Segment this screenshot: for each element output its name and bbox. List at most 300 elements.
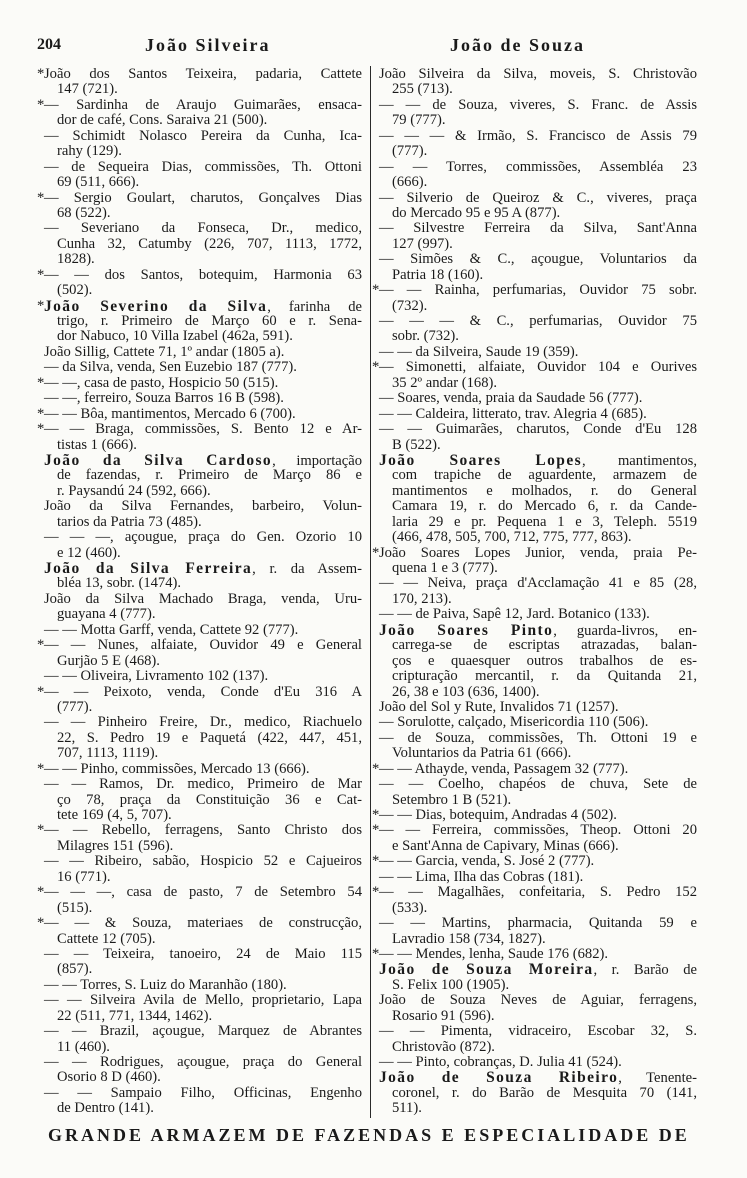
directory-entry xyxy=(37,421,362,453)
entry-line xyxy=(44,144,362,159)
directory-entry xyxy=(44,160,362,191)
entry-text: Gurjão 5 E (468). xyxy=(57,652,160,669)
directory-entry xyxy=(44,453,362,499)
entry-line xyxy=(44,113,362,128)
entry-text: — — Bôa, mantimentos, Mercado 6 (700). xyxy=(44,405,296,422)
entry-text: 16 (771). xyxy=(57,868,111,885)
entry-text: B (522). xyxy=(392,436,441,453)
entry-line xyxy=(372,282,697,299)
directory-entry xyxy=(37,637,362,669)
directory-entry xyxy=(44,1024,362,1055)
entry-line xyxy=(372,884,697,901)
entry-line xyxy=(379,438,697,453)
entry-line xyxy=(379,715,697,730)
entry-text: ços e quaesquer outros trabalhos de es- xyxy=(392,652,697,669)
entry-line xyxy=(44,669,362,684)
entry-line xyxy=(379,329,697,344)
entry-mark: * xyxy=(37,189,45,206)
entry-text: 11 (460). xyxy=(57,1038,110,1055)
directory-entry xyxy=(379,160,697,191)
entry-name: João de Souza Moreira xyxy=(379,961,594,979)
entry-text: — de Sequeira Dias, commissões, Th. Ottoni xyxy=(44,158,362,175)
entry-line xyxy=(37,760,362,777)
directory-entry xyxy=(379,345,697,360)
directory-entry xyxy=(44,715,362,761)
entry-line xyxy=(44,499,362,514)
entry-line xyxy=(44,283,362,298)
entry-line xyxy=(372,853,697,870)
directory-entry xyxy=(379,1055,697,1070)
entry-text: João da Silva Machado Braga, venda, Uru- xyxy=(44,590,362,607)
column-rule xyxy=(370,66,371,1118)
entry-text: — — —, açougue, praça do Gen. Ozorio 10 xyxy=(44,529,362,546)
entry-text: — — Ribeiro, sabão, Hospicio 52 e Cajueiros xyxy=(44,853,362,870)
entry-line xyxy=(379,1055,697,1070)
entry-line xyxy=(379,1086,697,1101)
entry-text: quena 1 e 3 (777). xyxy=(392,560,498,576)
entry-text: com trapiche de aguardente, armazem de xyxy=(392,467,697,484)
entry-line xyxy=(44,947,362,962)
directory-entry xyxy=(37,66,362,98)
entry-text: — — Rainha, perfumarias, Ouvidor 75 sobr. xyxy=(379,282,697,299)
entry-name: João da Silva Cardoso xyxy=(44,451,273,469)
directory-entry xyxy=(379,576,697,607)
entry-line xyxy=(37,421,362,438)
entry-line xyxy=(44,607,362,622)
directory-entry xyxy=(37,297,363,345)
directory-entry xyxy=(372,544,697,577)
entry-line xyxy=(379,1101,697,1116)
entry-line xyxy=(44,978,362,993)
entry-text: sobr. (732). xyxy=(392,328,459,345)
entry-text: ço 78, praça da Constituição 36 e Cat- xyxy=(57,791,362,808)
entry-text: bléa 13, sobr. (1474). xyxy=(57,575,182,592)
entry-line xyxy=(379,499,697,514)
entry-text: 22, S. Pedro 19 e Paquetá (422, 447, 451, xyxy=(57,729,362,746)
entry-line xyxy=(44,1086,362,1101)
entry-text: (533). xyxy=(392,899,428,916)
directory-entry xyxy=(379,67,697,98)
entry-text: — — —, casa de pasto, 7 de Setembro 54 xyxy=(44,884,362,901)
entry-text: (666). xyxy=(392,174,428,191)
entry-line xyxy=(379,1040,697,1055)
entry-line xyxy=(379,962,697,977)
entry-mark: * xyxy=(372,853,380,870)
entry-text: — — Rebello, ferragens, Santo Christo dos xyxy=(44,822,362,839)
entry-text: João Sillig, Cattete 71, 1º andar (1805 a). xyxy=(44,343,285,360)
directory-entry xyxy=(44,777,362,823)
entry-line xyxy=(44,715,362,730)
entry-text: 26, 38 e 103 (636, 1400). xyxy=(392,683,540,700)
entry-text: (857). xyxy=(57,961,93,978)
entry-line xyxy=(44,237,362,252)
entry-mark: * xyxy=(37,683,45,700)
entry-line xyxy=(37,297,363,315)
entry-text: — — dos Santos, botequim, Harmonia 63 xyxy=(44,266,362,283)
entry-line xyxy=(44,576,362,591)
directory-entry xyxy=(372,807,697,823)
entry-mark: * xyxy=(37,266,45,283)
entry-line xyxy=(44,438,362,453)
entry-name: João de Souza Ribeiro xyxy=(379,1069,619,1087)
entry-mark: * xyxy=(372,282,380,299)
entry-text: tete 169 (4, 5, 707). xyxy=(57,807,172,823)
entry-text: — — — & C., perfumarias, Ouvidor 75 xyxy=(379,313,697,329)
entry-line xyxy=(379,345,697,360)
entry-line xyxy=(379,623,697,638)
directory-entry xyxy=(44,854,362,885)
entry-text: tarios da Patria 73 (485). xyxy=(57,513,202,530)
entry-text: mantimentos e molhados, r. do General xyxy=(392,482,697,499)
directory-entry xyxy=(44,1086,362,1117)
entry-mark: * xyxy=(37,884,45,901)
entry-text: 22 (511, 771, 1344, 1462). xyxy=(57,1007,213,1024)
entry-line xyxy=(379,237,697,252)
directory-entry xyxy=(44,592,362,623)
entry-text: Rosario 91 (596). xyxy=(392,1007,495,1024)
entry-line xyxy=(379,638,697,653)
entry-text: — Schimidt Nolasco Pereira da Cunha, Ica- xyxy=(44,127,362,144)
entry-line xyxy=(44,329,362,344)
entry-text: 35 2º andar (168). xyxy=(392,374,498,391)
directory-entry xyxy=(44,947,362,978)
entry-text: , r. da Assem- xyxy=(252,561,362,577)
entry-text: 147 (721). xyxy=(57,81,118,98)
directory-entry xyxy=(379,1070,697,1116)
entry-name: João da Silva Ferreira xyxy=(44,560,253,577)
entry-text: — — Braga, commissões, S. Bento 12 e Ar- xyxy=(44,421,362,438)
entry-line xyxy=(379,206,697,221)
entry-text: — — Silveira Avila de Mello, proprietario, Lapa xyxy=(44,992,362,1009)
entry-text: — — Caldeira, litterato, trav. Alegria 4 (685). xyxy=(379,405,647,422)
entry-line xyxy=(379,530,697,545)
entry-text: de Dentro (141). xyxy=(57,1100,154,1117)
entry-line xyxy=(44,1009,362,1024)
entry-line xyxy=(44,453,362,468)
entry-text: dor de café, Cons. Saraiva 21 (500). xyxy=(57,112,268,129)
entry-mark: * xyxy=(372,945,380,962)
entry-line xyxy=(44,391,362,406)
entry-line xyxy=(44,484,362,499)
entry-line xyxy=(44,1070,362,1085)
entry-line xyxy=(379,144,697,159)
entry-text: — — da Silveira, Saude 19 (359). xyxy=(379,343,579,360)
entry-text: — Sorulotte, calçado, Misericordia 110 (506). xyxy=(379,714,649,731)
entry-text: Lavradio 158 (734, 1827). xyxy=(392,930,546,947)
entry-text: — — Neiva, praça d'Acclamação 41 e 85 (28, xyxy=(379,575,697,592)
directory-entry xyxy=(44,345,362,360)
entry-text: — da Silva, venda, Sen Euzebio 187 (777). xyxy=(44,359,297,376)
entry-line xyxy=(379,129,697,144)
entry-text: — — Motta Garff, venda, Cattete 92 (777). xyxy=(44,621,299,638)
entry-line xyxy=(44,360,362,375)
entry-text: — Sergio Goulart, charutos, Gonçalves Dias xyxy=(44,189,362,206)
entry-text: — — Pimenta, vidraceiro, Escobar 32, S. xyxy=(379,1023,697,1040)
directory-entry xyxy=(44,561,362,592)
entry-line xyxy=(44,1101,362,1116)
directory-entry xyxy=(37,266,362,299)
entry-line xyxy=(44,160,362,175)
entry-text: dor Nabuco, 10 Villa Izabel (462a, 591). xyxy=(57,328,293,345)
directory-entry xyxy=(379,607,697,622)
entry-line xyxy=(379,376,697,391)
entry-text: — Simões & C., açougue, Voluntarios da xyxy=(379,251,697,268)
entry-line xyxy=(379,422,697,437)
directory-entry xyxy=(379,221,697,252)
entry-mark: * xyxy=(37,405,45,422)
entry-line xyxy=(44,993,362,1008)
entry-line xyxy=(379,515,697,530)
page-number: 204 xyxy=(37,36,61,53)
entry-mark: * xyxy=(372,760,380,777)
directory-entry xyxy=(44,669,362,684)
entry-line xyxy=(44,345,362,360)
entry-text: — — Brazil, açougue, Marquez de Abrantes xyxy=(44,1023,362,1040)
entry-line xyxy=(44,314,362,329)
entry-line xyxy=(379,191,697,206)
entry-text: Patria 18 (160). xyxy=(392,266,484,283)
entry-line xyxy=(37,637,362,654)
entry-text: trigo, r. Primeiro de Março 60 e r. Sena- xyxy=(57,313,362,329)
entry-line xyxy=(44,82,362,97)
entry-text: — — Pinto, cobranças, D. Julia 41 (524). xyxy=(379,1054,622,1070)
entry-text: 127 (997). xyxy=(392,235,453,252)
directory-entry xyxy=(44,530,362,561)
entry-line xyxy=(379,314,697,329)
directory-entry xyxy=(37,683,362,716)
entry-text: — — de Souza, viveres, S. Franc. de Assis xyxy=(379,96,697,113)
entry-line xyxy=(379,839,697,854)
entry-text: 511). xyxy=(392,1100,422,1117)
entry-text: — — — & Irmão, S. Francisco de Assis 79 xyxy=(379,127,697,144)
entry-text: — — Dias, botequim, Andradas 4 (502). xyxy=(379,807,617,823)
entry-text: e 12 (460). xyxy=(57,544,121,561)
entry-line xyxy=(379,993,697,1008)
entry-mark: * xyxy=(372,359,380,376)
directory-entry xyxy=(379,407,697,422)
directory-entry xyxy=(379,98,697,129)
directory-entry xyxy=(37,822,362,854)
directory-entry xyxy=(379,916,697,947)
entry-text: (732). xyxy=(392,297,428,314)
entry-line xyxy=(372,822,697,839)
entry-name: João Soares Pinto xyxy=(379,621,554,639)
directory-entry xyxy=(44,391,362,406)
entry-text: — — Sampaio Filho, Officinas, Engenho xyxy=(44,1084,362,1101)
entry-line xyxy=(372,807,697,823)
footer-banner: GRANDE ARMAZEM DE FAZENDAS E ESPECIALIDADE DE xyxy=(48,1125,690,1145)
entry-line xyxy=(44,592,362,607)
entry-text: — —, ferreiro, Souza Barros 16 B (598). xyxy=(44,390,284,407)
entry-text: laria 29 e pr. Pequena 1 e 3, Teleph. 5519 xyxy=(392,513,697,530)
entry-text: Cattete 12 (705). xyxy=(57,930,156,947)
directory-entry xyxy=(37,884,362,916)
entry-text: (515). xyxy=(57,899,93,916)
entry-text: do Mercado 95 e 95 A (877). xyxy=(392,204,561,221)
entry-mark: * xyxy=(37,822,45,839)
directory-entry xyxy=(37,405,362,422)
entry-text: — Severiano da Fonseca, Dr., medico, xyxy=(44,220,362,237)
entry-text: — — Torres, S. Luiz do Maranhão (180). xyxy=(44,976,287,993)
entry-line xyxy=(379,669,697,684)
entry-line xyxy=(379,576,697,591)
directory-entry xyxy=(44,623,362,638)
entry-line xyxy=(379,299,697,314)
entry-name: João Soares Lopes xyxy=(379,451,583,469)
directory-entry xyxy=(379,453,697,546)
entry-text: João Soares Lopes Junior, venda, praia Pe- xyxy=(379,544,697,561)
directory-entry xyxy=(372,359,697,391)
directory-entry xyxy=(372,760,697,777)
entry-text: João de Souza Neves de Aguiar, ferragens, xyxy=(379,992,697,1009)
directory-entry xyxy=(44,499,362,530)
entry-text: , Tenente- xyxy=(618,1070,697,1087)
entry-text: 68 (522). xyxy=(57,204,111,221)
directory-entry xyxy=(44,993,362,1024)
entry-line xyxy=(379,160,697,175)
entry-text: e Sant'Anna de Capivary, Minas (666). xyxy=(392,837,619,854)
entry-text: 255 (713). xyxy=(392,81,453,98)
directory-entry xyxy=(37,915,362,947)
entry-text: r. Paysandú 24 (592, 666). xyxy=(57,482,211,499)
directory-entry xyxy=(379,715,697,730)
entry-text: (466, 478, 505, 700, 712, 775, 777, 863). xyxy=(392,529,632,546)
directory-entry xyxy=(379,993,697,1024)
entry-line xyxy=(44,1040,362,1055)
directory-entry xyxy=(379,191,697,222)
entry-line xyxy=(44,1055,362,1070)
entry-text: Setembro 1 B (521). xyxy=(392,791,512,808)
directory-entry xyxy=(379,391,697,406)
entry-line xyxy=(37,96,362,113)
entry-line xyxy=(379,731,697,746)
entry-text: — — Rodrigues, açougue, praça do General xyxy=(44,1054,362,1070)
entry-line xyxy=(379,746,697,761)
entry-line xyxy=(372,945,697,962)
entry-name: João Severino da Silva xyxy=(44,297,268,315)
running-head-right: João de Souza xyxy=(450,35,586,55)
directory-entry xyxy=(379,962,697,993)
directory-entry xyxy=(379,252,697,283)
entry-line xyxy=(44,808,362,823)
entry-text: — — Peixoto, venda, Conde d'Eu 316 A xyxy=(44,683,362,700)
entry-text: rahy (129). xyxy=(57,143,122,160)
directory-entry xyxy=(379,623,697,700)
entry-text: — — Torres, commissões, Assembléa 23 xyxy=(379,158,697,175)
entry-line xyxy=(379,777,697,792)
entry-line xyxy=(44,515,362,530)
entry-line xyxy=(44,1024,362,1039)
directory-entry xyxy=(379,422,697,453)
entry-text: guayana 4 (777). xyxy=(57,606,156,623)
entry-text: João Silveira da Silva, moveis, S. Christovão xyxy=(379,66,697,82)
entry-text: 79 (777). xyxy=(392,112,446,129)
entry-line xyxy=(379,978,697,993)
directory-entry xyxy=(372,884,697,916)
entry-line xyxy=(44,530,362,545)
entry-line xyxy=(379,1024,697,1039)
entry-line xyxy=(37,405,362,422)
entry-line xyxy=(372,760,697,777)
entry-line xyxy=(37,189,362,206)
entry-line xyxy=(379,1070,697,1085)
entry-text: — — Oliveira, Livramento 102 (137). xyxy=(44,668,269,685)
directory-entry xyxy=(372,282,697,314)
entry-line xyxy=(379,268,697,283)
entry-text: — — de Paiva, Sapê 12, Jard. Botanico (133). xyxy=(379,606,650,623)
directory-entry xyxy=(379,777,697,808)
entry-mark: * xyxy=(372,822,380,839)
entry-text: carrega-se de escriptas atrazadas, balan- xyxy=(392,637,697,654)
entry-text: cripturação mercantil, r. da Quitanda 21, xyxy=(392,668,697,685)
entry-text: , mantimentos, xyxy=(582,452,697,469)
entry-text: — — Nunes, alfaiate, Ouvidor 49 e General xyxy=(44,637,362,654)
entry-text: — Sardinha de Araujo Guimarães, ensaca- xyxy=(44,96,362,113)
entry-line xyxy=(379,607,697,622)
entry-mark: * xyxy=(372,884,380,901)
entry-line xyxy=(37,374,362,391)
entry-line xyxy=(379,685,697,700)
entry-line xyxy=(379,252,697,267)
entry-text: — — Guimarães, charutos, Conde d'Eu 128 xyxy=(379,421,697,438)
entry-line xyxy=(379,901,697,916)
directory-entry xyxy=(372,945,697,962)
directory-entry xyxy=(372,853,697,870)
entry-text: — — Garcia, venda, S. José 2 (777). xyxy=(379,853,595,870)
entry-text: Cunha 32, Catumby (226, 707, 1113, 1772, xyxy=(57,235,362,252)
entry-line xyxy=(379,391,697,406)
entry-line xyxy=(379,592,697,607)
entry-mark: * xyxy=(37,421,45,438)
entry-mark: * xyxy=(37,96,45,113)
entry-text: coronel, r. do Barão de Mesquita 70 (141, xyxy=(392,1084,697,1101)
entry-text: — — Ferreira, commissões, Theop. Ottoni 20 xyxy=(379,822,697,839)
entry-line xyxy=(44,793,362,808)
directory-entry xyxy=(44,978,362,993)
directory-entry xyxy=(37,760,362,777)
entry-text: — — Magalhães, confeitaria, S. Pedro 152 xyxy=(379,884,697,901)
entry-line xyxy=(44,962,362,977)
entry-line xyxy=(379,221,697,236)
entry-mark: * xyxy=(37,66,45,82)
entry-text: Christovão (872). xyxy=(392,1038,495,1055)
directory-entry xyxy=(44,1055,362,1086)
entry-text: — Soares, venda, praia da Saudade 56 (777). xyxy=(379,390,643,407)
entry-text: — — Athayde, venda, Passagem 32 (777). xyxy=(379,760,629,777)
entry-line xyxy=(44,221,362,236)
entry-line xyxy=(44,129,362,144)
entry-line xyxy=(37,266,362,283)
entry-mark: * xyxy=(37,374,45,391)
entry-text: 1828). xyxy=(57,251,95,268)
entry-text: João dos Santos Teixeira, padaria, Cattete xyxy=(44,66,362,82)
entry-text: Milagres 151 (596). xyxy=(57,837,174,854)
entry-line xyxy=(44,932,362,947)
entry-line xyxy=(44,546,362,561)
entry-text: — — Pinho, commissões, Mercado 13 (666). xyxy=(44,760,310,777)
entry-text: — — Mendes, lenha, Saude 176 (682). xyxy=(379,945,608,962)
entry-line xyxy=(379,793,697,808)
entry-line xyxy=(44,901,362,916)
entry-line xyxy=(44,175,362,190)
entry-line xyxy=(44,252,362,267)
entry-line xyxy=(379,175,697,190)
entry-mark: * xyxy=(37,760,45,777)
entry-text: 170, 213). xyxy=(392,590,452,607)
entry-text: — — Lima, Ilha das Cobras (181). xyxy=(379,868,584,885)
entry-line xyxy=(379,407,697,422)
entry-line xyxy=(44,731,362,746)
